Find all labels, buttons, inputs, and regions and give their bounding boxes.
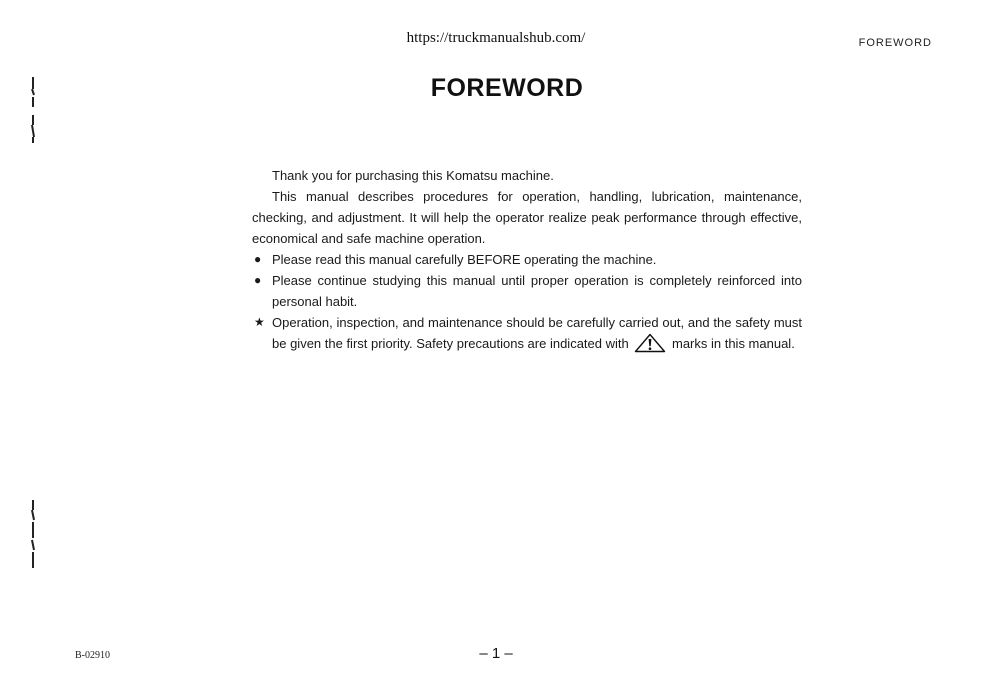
warning-triangle-icon [634, 333, 666, 353]
section-label: FOREWORD [858, 37, 932, 49]
document-code: B-02910 [75, 650, 110, 661]
bullet-item [252, 249, 802, 270]
page-title: FOREWORD [430, 74, 584, 102]
note-text-after: marks in this manual. [671, 336, 795, 351]
star-marker: ★ [254, 315, 265, 329]
source-url: https://truckmanualshub.com/ [406, 30, 586, 46]
intro-paragraph: Thank you for purchasing this Komatsu machine. [272, 168, 554, 183]
bullet-marker: ● [254, 273, 262, 287]
foreword-body [252, 165, 802, 354]
bullet-text: Please continue studying this manual until proper operation is completely reinforced into personal habit. [272, 273, 802, 309]
safety-note [252, 312, 802, 354]
note-text-before: Operation, inspection, and maintenance should be carefully carried out, and the safety must be given the first priority. Safety precautions are indicated with [272, 315, 802, 351]
intro-paragraph: This manual describes procedures for operation, handling, lubrication, maintenance, checking, and adjustment. It will help the operator realize peak performance through effective, economical and safe machine operation. [252, 189, 802, 246]
bullet-marker: ● [254, 252, 262, 266]
bullet-item [252, 270, 802, 312]
page-number: – 1 – [479, 645, 513, 662]
bullet-text: Please read this manual carefully BEFORE operating the machine. [272, 252, 657, 267]
binding-mark-bottom [30, 498, 36, 570]
